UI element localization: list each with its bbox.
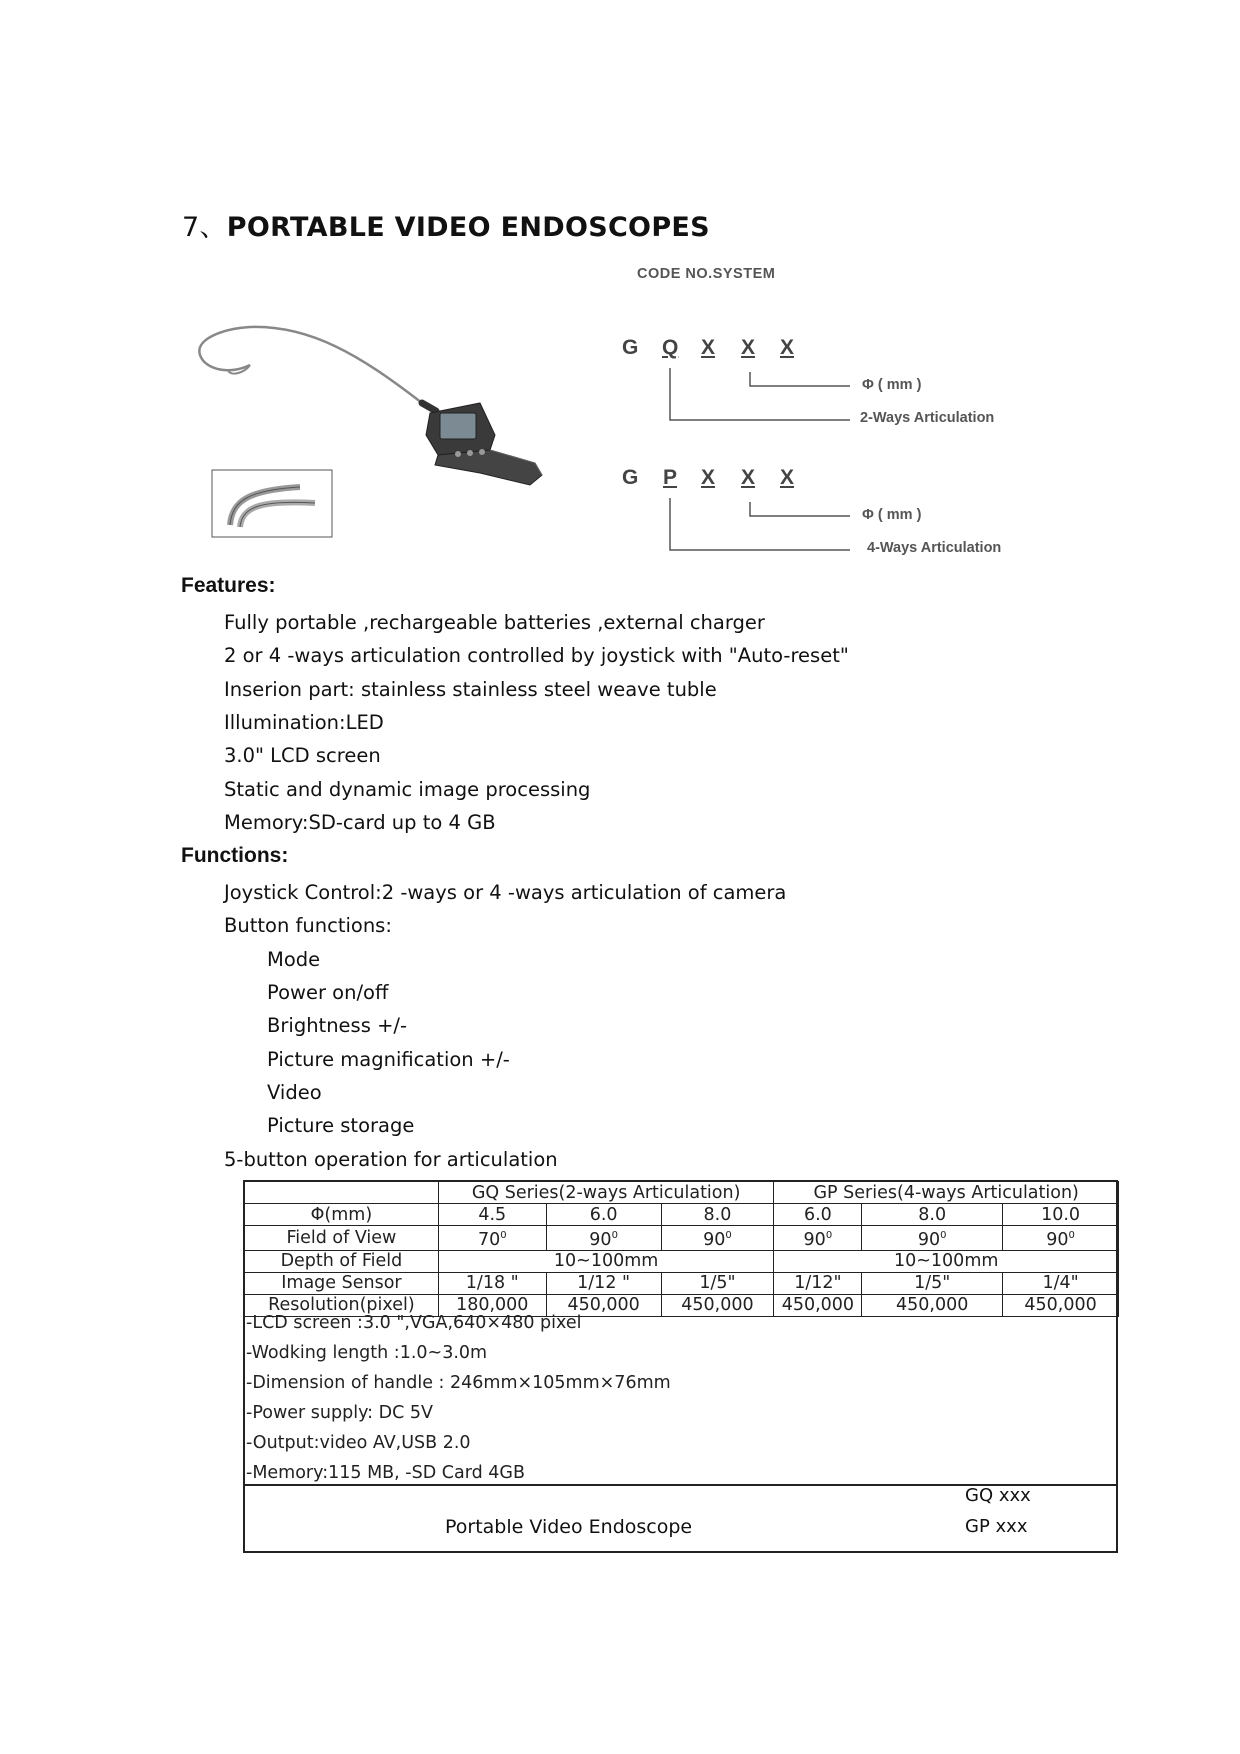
- table-cell: $90^0$: [546, 1226, 661, 1251]
- table-cell: 450,000: [661, 1294, 774, 1316]
- code-letter: G: [622, 466, 639, 489]
- list-item: Power on/off: [267, 981, 389, 1004]
- code-letter: P: [663, 466, 678, 489]
- list-item: Mode: [267, 948, 321, 971]
- spec-table: [244, 1181, 1119, 1317]
- product-name: Portable Video Endoscope: [445, 1516, 693, 1538]
- section-number: 7、: [182, 212, 227, 243]
- articulation-inset: [212, 470, 332, 537]
- functions-heading: Functions:: [181, 844, 289, 867]
- list-item: Picture magnification +/-: [267, 1048, 510, 1071]
- spec-note: -LCD screen :3.0 ",VGA,640×480 pixel: [246, 1313, 582, 1333]
- table-header-cell: GP Series(4-ways Articulation): [774, 1182, 1119, 1204]
- list-item: Memory:SD-card up to 4 GB: [224, 811, 496, 834]
- table-cell: 1/12 ": [546, 1272, 661, 1294]
- table-row: [245, 1182, 1119, 1204]
- table-cell: 10~100mm: [438, 1250, 774, 1272]
- table-cell: 450,000: [546, 1294, 661, 1316]
- code-letter: X: [741, 336, 756, 359]
- table-cell: 1/4": [1003, 1272, 1119, 1294]
- table-cell: 450,000: [862, 1294, 1003, 1316]
- table-cell: $70^0$: [438, 1226, 546, 1251]
- table-cell: 1/5": [661, 1272, 774, 1294]
- spec-note: -Dimension of handle : 246mm×105mm×76mm: [246, 1373, 671, 1393]
- table-cell: 450,000: [774, 1294, 862, 1316]
- features-heading: Features:: [181, 574, 276, 597]
- table-cell: 1/18 ": [438, 1272, 546, 1294]
- code-letter: X: [741, 466, 756, 489]
- endoscope-handle: [426, 403, 542, 485]
- button-functions-heading: Button functions:: [224, 914, 392, 937]
- table-cell: 10~100mm: [774, 1250, 1119, 1272]
- list-item: Picture storage: [267, 1114, 415, 1137]
- code-letter: X: [701, 466, 716, 489]
- code-letter: Q: [662, 336, 679, 359]
- spec-note: -Wodking length :1.0~3.0m: [246, 1343, 488, 1363]
- table-cell: 180,000: [438, 1294, 546, 1316]
- articulation-note: 2-Ways Articulation: [860, 410, 995, 426]
- table-cell: 6.0: [774, 1204, 862, 1226]
- code-letter: X: [780, 336, 795, 359]
- joystick-line: Joystick Control:2 -ways or 4 -ways articulation of camera: [224, 881, 787, 904]
- row-label: Field of View: [245, 1226, 439, 1251]
- list-item: Inserion part: stainless stainless steel weave tuble: [224, 678, 717, 701]
- list-item: Brightness +/-: [267, 1014, 408, 1037]
- table-cell: 10.0: [1003, 1204, 1119, 1226]
- table-cell: 1/5": [862, 1272, 1003, 1294]
- table-cell: 6.0: [546, 1204, 661, 1226]
- endoscope-cable: [199, 327, 422, 403]
- row-label: Φ(mm): [245, 1204, 439, 1226]
- list-item: Static and dynamic image processing: [224, 778, 591, 801]
- table-cell: $90^0$: [774, 1226, 862, 1251]
- code-system-connectors: [660, 360, 1060, 560]
- table-row: [245, 1272, 1119, 1294]
- row-label: Depth of Field: [245, 1250, 439, 1272]
- table-row: [245, 1204, 1119, 1226]
- product-code: GQ xxx: [965, 1485, 1031, 1506]
- diameter-note: Φ ( mm ): [862, 377, 922, 393]
- list-item: 2 or 4 -ways articulation controlled by joystick with "Auto-reset": [224, 644, 849, 667]
- spec-note: -Memory:115 MB, -SD Card 4GB: [246, 1463, 525, 1483]
- list-item: 3.0" LCD screen: [224, 744, 381, 767]
- table-row: [245, 1250, 1119, 1272]
- table-cell: $90^0$: [1003, 1226, 1119, 1251]
- diameter-note: Φ ( mm ): [862, 507, 922, 523]
- row-label: Resolution(pixel): [245, 1294, 439, 1316]
- table-row: [245, 1226, 1119, 1251]
- section-title: PORTABLE VIDEO ENDOSCOPES: [226, 212, 710, 243]
- table-cell: 8.0: [862, 1204, 1003, 1226]
- spec-notes: [246, 1313, 671, 1493]
- table-cell: 8.0: [661, 1204, 774, 1226]
- endoscope-illustration: [190, 315, 560, 545]
- table-cell: $90^0$: [661, 1226, 774, 1251]
- articulation-note: 4-Ways Articulation: [867, 540, 1002, 556]
- list-item: Video: [267, 1081, 322, 1104]
- code-system-title: CODE NO.SYSTEM: [637, 266, 776, 282]
- table-cell: 1/12": [774, 1272, 862, 1294]
- five-button-line: 5-button operation for articulation: [224, 1148, 558, 1171]
- spec-note: -Output:video AV,USB 2.0: [246, 1433, 471, 1453]
- row-label: Image Sensor: [245, 1272, 439, 1294]
- product-code: GP xxx: [965, 1516, 1028, 1537]
- spec-note: -Power supply: DC 5V: [246, 1403, 433, 1423]
- code-letter: G: [622, 336, 639, 359]
- list-item: Illumination:LED: [224, 711, 384, 734]
- code-letter: X: [701, 336, 716, 359]
- table-cell: 450,000: [1003, 1294, 1119, 1316]
- table-cell: $90^0$: [862, 1226, 1003, 1251]
- page-title: [182, 205, 710, 244]
- list-item: Fully portable ,rechargeable batteries ,external charger: [224, 611, 765, 634]
- table-cell: [245, 1182, 439, 1204]
- code-letter: X: [780, 466, 795, 489]
- table-header-cell: GQ Series(2-ways Articulation): [438, 1182, 774, 1204]
- table-cell: 4.5: [438, 1204, 546, 1226]
